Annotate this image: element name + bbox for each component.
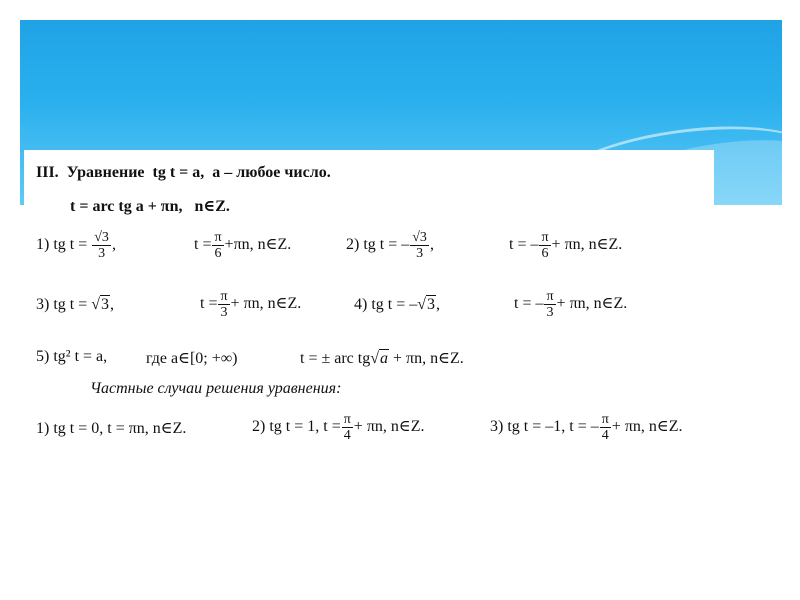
- separator: ,: [111, 236, 116, 254]
- example-2-solution: [509, 230, 622, 261]
- fraction-denominator: 4: [601, 428, 609, 443]
- special-cases-title: Частные случаи решения уравнения:: [90, 380, 342, 397]
- fraction-numerator: π: [541, 230, 549, 245]
- special-case-3-tail: + πn, n∈Z.: [611, 418, 683, 436]
- radicand: 3: [101, 296, 110, 313]
- solution-fraction: [212, 230, 223, 261]
- heading-word: Уравнение: [66, 164, 145, 181]
- example-1: [36, 230, 116, 261]
- general-solution-formula: t = arc tg a + πn,: [70, 198, 183, 215]
- example-5-condition: [146, 348, 237, 368]
- example-3-label: 3) tg t =: [36, 296, 88, 313]
- fraction-numerator: π: [546, 289, 554, 304]
- section-heading: [36, 164, 331, 182]
- special-case-2-label: 2) tg t = 1, t =: [252, 418, 341, 436]
- heading-equation: tg t = a,: [152, 164, 205, 181]
- example-4: [354, 295, 440, 314]
- special-case-2-tail: + πn, n∈Z.: [353, 418, 425, 436]
- solution-prefix: t = –: [509, 236, 539, 254]
- solution-prefix: t =: [200, 295, 218, 313]
- example-4-solution: [514, 289, 627, 320]
- sqrt-sign: √: [91, 296, 101, 313]
- example-2-fraction: [410, 230, 429, 261]
- example-5-where: где a∈[0; +∞): [146, 350, 238, 367]
- slide-content: [24, 150, 714, 450]
- fraction-denominator: 6: [214, 246, 222, 261]
- solution-tail: + πn, n∈Z.: [393, 350, 464, 367]
- heading-tail: a – любое число.: [212, 164, 331, 181]
- radicand: a: [380, 350, 389, 367]
- special-case-3-label: 3) tg t = –1, t = –: [490, 418, 599, 436]
- special-case-1: 1) tg t = 0, t = πn, n∈Z.: [36, 420, 187, 437]
- solution-tail: + πn, n∈Z.: [551, 236, 623, 254]
- sqrt-sign: √: [370, 350, 380, 367]
- solution-fraction: [544, 289, 555, 320]
- example-1-solution: [194, 230, 291, 261]
- example-5: [36, 348, 107, 366]
- fraction-numerator: π: [220, 289, 228, 304]
- special-case-3-fraction: [600, 412, 611, 443]
- fraction-numerator: π: [343, 412, 351, 427]
- fraction-denominator: 3: [546, 305, 554, 320]
- fraction-numerator: √3: [94, 230, 109, 245]
- general-solution-domain: n∈Z.: [194, 198, 230, 215]
- solution-fraction: [218, 289, 229, 320]
- fraction-denominator: 3: [220, 305, 228, 320]
- solution-tail: +πn, n∈Z.: [224, 236, 292, 254]
- fraction-denominator: 3: [98, 246, 106, 261]
- separator: ,: [436, 296, 441, 313]
- special-case-3: [490, 412, 683, 443]
- fraction-denominator: 6: [541, 246, 549, 261]
- example-1-label: 1) tg t =: [36, 236, 88, 254]
- solution-prefix: t = ± arc tg: [300, 350, 371, 367]
- example-4-label: 4) tg t = –: [354, 296, 418, 313]
- solution-tail: + πn, n∈Z.: [556, 295, 628, 313]
- example-3-solution: [200, 289, 301, 320]
- fraction-denominator: 3: [416, 246, 424, 261]
- radicand: 3: [427, 296, 436, 313]
- fraction-numerator: √3: [412, 230, 427, 245]
- separator: ,: [429, 236, 434, 254]
- solution-fraction: [539, 230, 550, 261]
- special-case-2: [252, 412, 425, 443]
- example-2: [346, 230, 434, 261]
- separator: ,: [110, 296, 115, 313]
- fraction-denominator: 4: [343, 428, 351, 443]
- example-3: [36, 295, 114, 314]
- example-5-label: 5) tg² t = a,: [36, 348, 108, 365]
- solution-tail: + πn, n∈Z.: [230, 295, 302, 313]
- sqrt-sign: √: [417, 296, 427, 313]
- solution-prefix: t = –: [514, 295, 544, 313]
- example-2-label: 2) tg t = –: [346, 236, 410, 254]
- example-5-solution: [300, 348, 464, 368]
- special-case-2-fraction: [342, 412, 353, 443]
- example-1-fraction: [92, 230, 111, 261]
- general-solution: [70, 196, 230, 216]
- fraction-numerator: π: [601, 412, 609, 427]
- section-number: III.: [36, 164, 59, 181]
- solution-prefix: t =: [194, 236, 212, 254]
- fraction-numerator: π: [214, 230, 222, 245]
